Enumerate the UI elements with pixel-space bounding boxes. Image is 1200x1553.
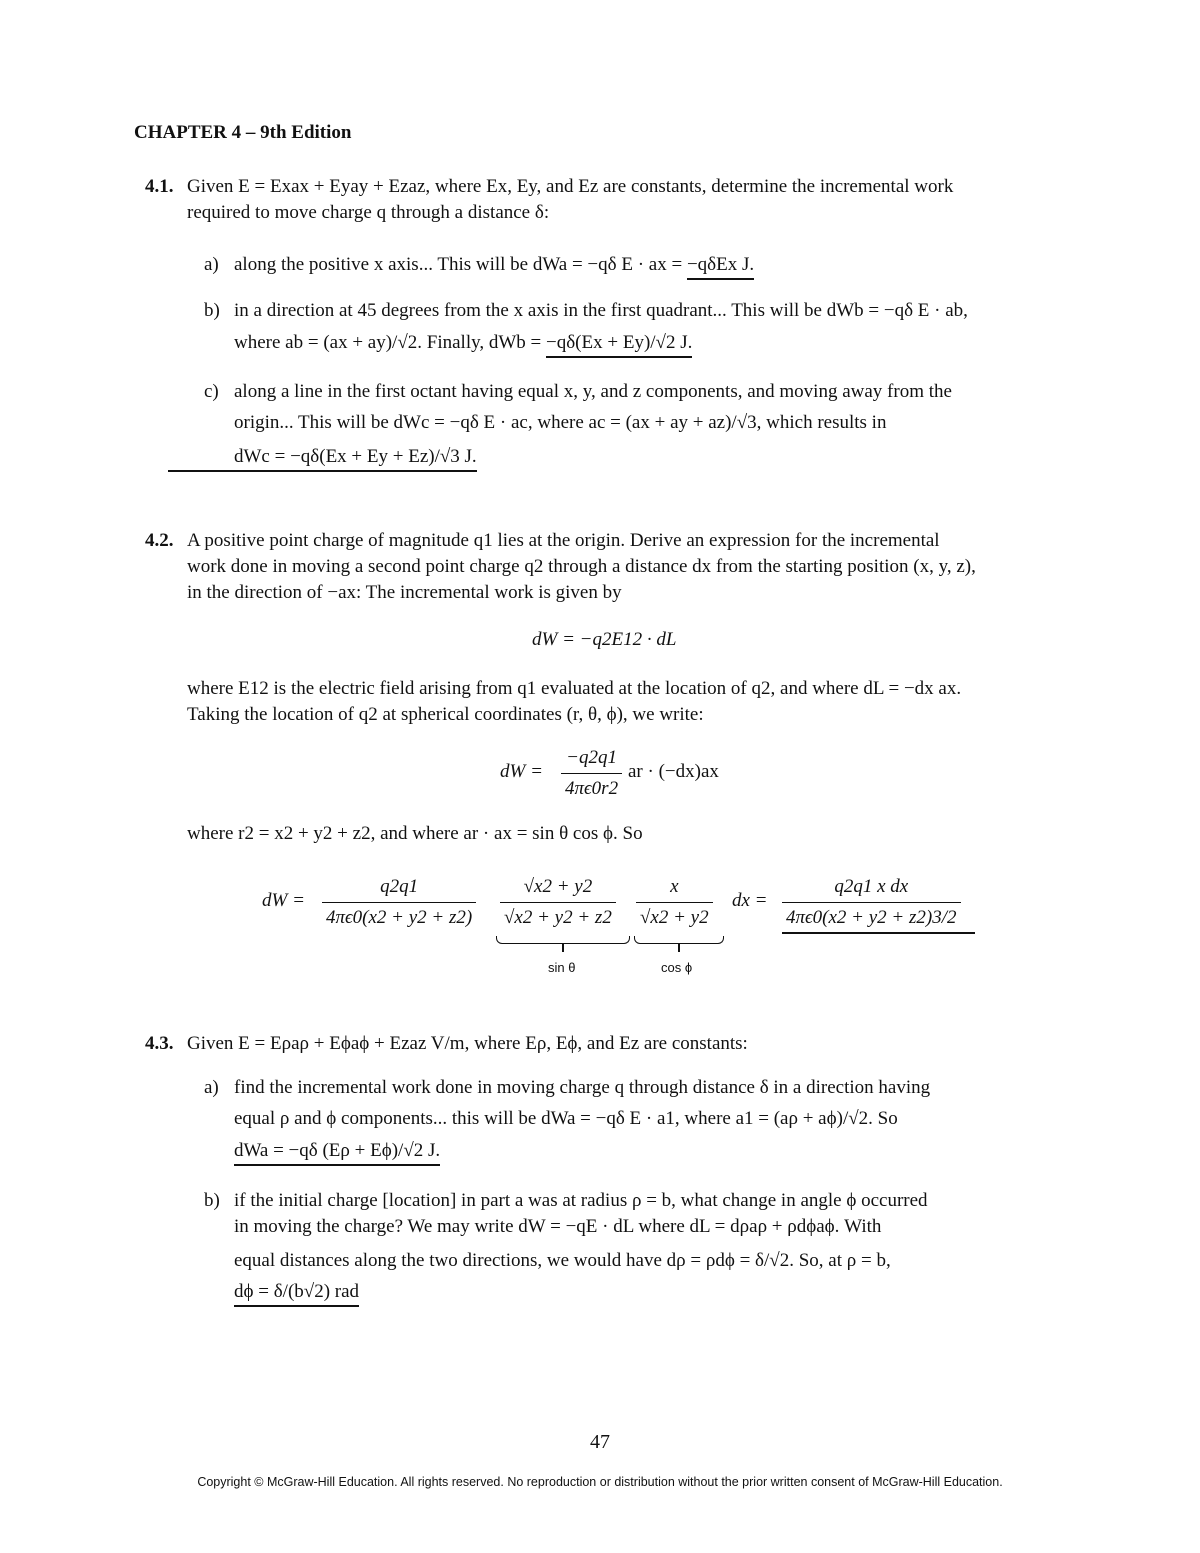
brace-sin-theta-tip: [562, 944, 564, 952]
problem-4-1-intro-line2: required to move charge q through a distance δ:: [187, 202, 550, 223]
equation-3-fraction-2-denominator: √x2 + y2 + z2: [500, 902, 616, 930]
problem-4-2-line3: in the direction of −ax: The incremental work is given by: [187, 582, 622, 603]
problem-4-1-a-text: [234, 253, 754, 277]
equation-3-fraction-1-numerator: q2q1: [380, 876, 419, 897]
problem-4-1-c-result: dWc = −qδ(Ex + Ey + Ez)/√3 J.: [168, 446, 477, 472]
problem-4-3-b-line4: [234, 1280, 359, 1304]
equation-incremental-work: dW = −q2E12 · dL: [532, 629, 677, 650]
equation-3-fraction-2-numerator: √x2 + y2: [523, 876, 593, 897]
page-number: 47: [590, 1431, 610, 1453]
problem-4-1-c-line1: along a line in the first octant having equal x, y, and z components, and moving away from the: [234, 381, 952, 402]
equation-3-fraction-2: [500, 875, 616, 930]
equation-3-fraction-3-denominator: √x2 + y2: [636, 902, 713, 930]
problem-4-3-b-line2: in moving the charge? We may write dW = −qE · dL where dL = dρaρ + ρdϕaϕ. With: [234, 1216, 882, 1237]
problem-4-1-c-line2: origin... This will be dWc = −qδ E · ac, where ac = (ax + ay + az)/√3, which results in: [234, 412, 887, 433]
equation-3-fraction-4: [782, 875, 961, 930]
problem-4-3-a-line2: equal ρ and ϕ components... this will be dWa = −qδ E · a1, where a1 = (aρ + aϕ)/√2. So: [234, 1108, 898, 1129]
problem-4-1-a-label: a): [204, 254, 219, 275]
equation-3-fraction-3: [636, 875, 713, 930]
problem-4-2-line4: where E12 is the electric field arising from q1 evaluated at the location of q2, and where dL = −dx ax.: [187, 678, 962, 699]
chapter-title: CHAPTER 4 – 9th Edition: [134, 122, 352, 143]
equation-3-fraction-1-denominator: 4πϵ0(x2 + y2 + z2): [322, 902, 476, 930]
problem-4-3-number: 4.3.: [145, 1033, 174, 1054]
brace-label-sin-theta: sin θ: [548, 960, 576, 975]
equation-3-lhs: dW =: [262, 890, 305, 911]
equation-2-denominator: 4πϵ0r2: [561, 773, 622, 801]
problem-4-1-b-line2: [234, 331, 692, 355]
equation-3-fraction-1: [322, 875, 476, 930]
equation-3-result-underline: [782, 932, 975, 934]
equation-2-numerator: −q2q1: [566, 747, 617, 768]
brace-sin-theta: [496, 936, 630, 944]
problem-4-3-a-line3: [234, 1139, 440, 1163]
equation-2-lhs: dW =: [500, 761, 543, 782]
equation-3-fraction-4-numerator: q2q1 x dx: [834, 876, 909, 897]
problem-4-1-c-label: c): [204, 381, 219, 402]
problem-4-3-a-label: a): [204, 1077, 219, 1098]
problem-4-1-a-text-body: along the positive x axis... This will be dWa = −qδ E · ax =: [234, 254, 683, 275]
problem-4-3-b-line3: equal distances along the two directions, we would have dρ = ρdϕ = δ/√2. So, at ρ = b,: [234, 1250, 891, 1271]
brace-label-cos-phi: cos ϕ: [661, 960, 693, 975]
problem-4-3-b-label: b): [204, 1190, 220, 1211]
problem-4-1-intro-line1: Given E = Exax + Eyay + Ezaz, where Ex, Ey, and Ez are constants, determine the incremental work: [187, 176, 954, 197]
problem-4-3-b-result: dϕ = δ/(b√2) rad: [234, 1281, 359, 1307]
equation-3-fraction-4-denominator: 4πϵ0(x2 + y2 + z2)3/2: [782, 902, 961, 930]
problem-4-2-line1: A positive point charge of magnitude q1 lies at the origin. Derive an expression for the incremental: [187, 530, 940, 551]
brace-cos-phi-tip: [678, 944, 680, 952]
problem-4-3-b-line1: if the initial charge [location] in part a was at radius ρ = b, what change in angle ϕ occurred: [234, 1190, 928, 1211]
problem-4-3-a-result: dWa = −qδ (Eρ + Eϕ)/√2 J.: [234, 1140, 440, 1166]
problem-4-3-intro: Given E = Eρaρ + Eϕaϕ + Ezaz V/m, where Eρ, Eϕ, and Ez are constants:: [187, 1033, 748, 1054]
brace-cos-phi: [634, 936, 724, 944]
problem-4-1-a-result: −qδEx J.: [687, 254, 754, 280]
problem-4-2-number: 4.2.: [145, 530, 174, 551]
problem-4-1-b-result: −qδ(Ex + Ey)/√2 J.: [546, 332, 692, 358]
problem-4-1-b-line2-body: where ab = (ax + ay)/√2. Finally, dWb =: [234, 332, 542, 353]
problem-4-2-line2: work done in moving a second point charge q2 through a distance dx from the starting position (x, y, z),: [187, 556, 976, 577]
problem-4-2-line5: Taking the location of q2 at spherical coordinates (r, θ, ϕ), we write:: [187, 704, 704, 725]
problem-4-2-line6: where r2 = x2 + y2 + z2, and where ar · ax = sin θ cos ϕ. So: [187, 823, 643, 844]
problem-4-1-c-line3: [234, 445, 477, 469]
problem-4-1-b-line1: in a direction at 45 degrees from the x axis in the first quadrant... This will be dWb = −qδ E · ab,: [234, 300, 968, 321]
problem-4-3-a-line1: find the incremental work done in moving charge q through distance δ in a direction having: [234, 1077, 931, 1098]
equation-3-mid: dx =: [732, 890, 768, 911]
problem-4-1-number: 4.1.: [145, 176, 174, 197]
equation-3-fraction-3-numerator: x: [670, 876, 679, 897]
equation-2-fraction: [561, 746, 622, 801]
equation-2-rhs: ar · (−dx)ax: [628, 761, 719, 782]
copyright-notice: Copyright © McGraw-Hill Education. All rights reserved. No reproduction or distribution without the prior written consent of McGraw-Hill Education.: [197, 1475, 1003, 1489]
problem-4-1-b-label: b): [204, 300, 220, 321]
